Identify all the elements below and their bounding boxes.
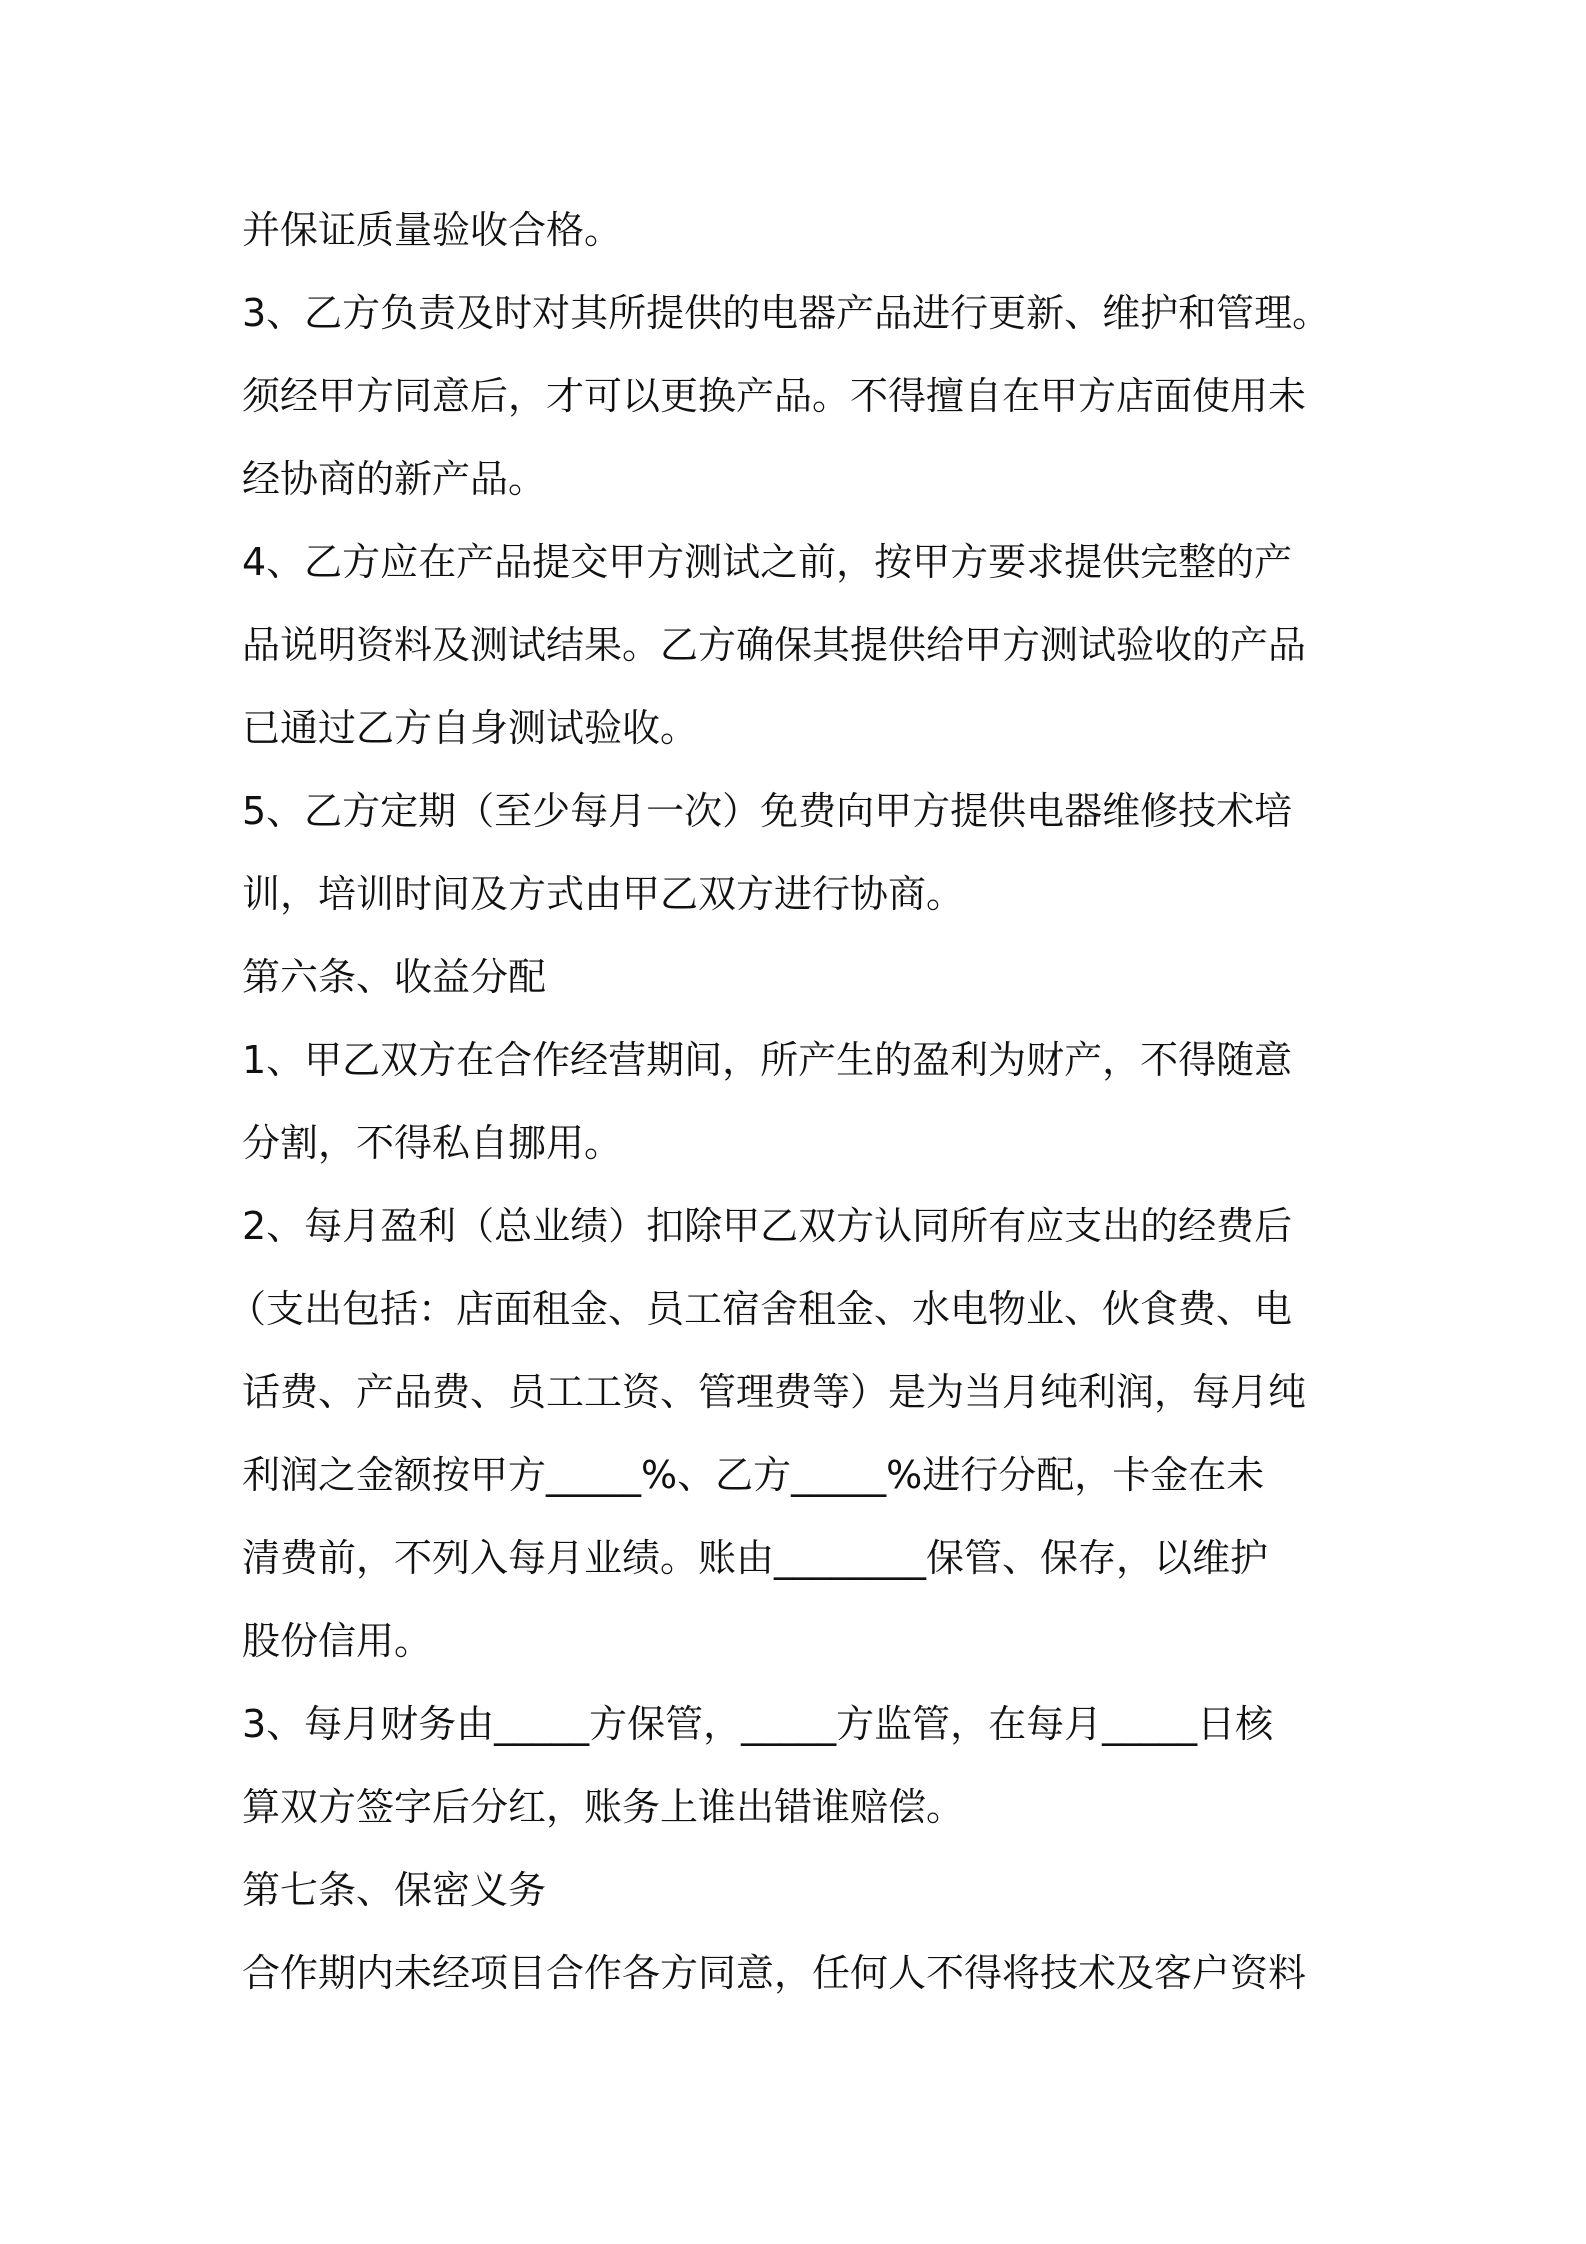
text-line: 分割，不得私自挪用。 xyxy=(242,1121,623,1165)
text-line: 已通过乙方自身测试验收。 xyxy=(242,706,699,750)
text-line: 话费、产品费、员工工资、管理费等）是为当月纯利润，每月纯 xyxy=(242,1370,1307,1414)
section-heading: 第七条、保密义务 xyxy=(242,1868,547,1912)
text-line: 股份信用。 xyxy=(242,1619,433,1663)
section-heading: 第六条、收益分配 xyxy=(242,955,547,999)
text-line: （支出包括：店面租金、员工宿舍租金、水电物业、伙食费、电 xyxy=(228,1287,1293,1331)
text-line: 品说明资料及测试结果。乙方确保其提供给甲方测试验收的产品 xyxy=(242,623,1307,667)
text-line: 训，培训时间及方式由甲乙双方进行协商。 xyxy=(242,872,965,916)
text-line: 须经甲方同意后，才可以更换产品。不得擅自在甲方店面使用未 xyxy=(242,374,1307,418)
text-line: 3、乙方负责及时对其所提供的电器产品进行更新、维护和管理。 xyxy=(242,291,1331,335)
text-line: 合作期内未经项目合作各方同意，任何人不得将技术及客户资料 xyxy=(242,1951,1307,1995)
text-line: 并保证质量验收合格。 xyxy=(242,208,623,252)
text-line: 算双方签字后分红，账务上谁出错谁赔偿。 xyxy=(242,1785,965,1829)
text-line: 清费前，不列入每月业绩。账由________保管、保存，以维护 xyxy=(242,1536,1269,1580)
text-line: 经协商的新产品。 xyxy=(242,457,547,501)
text-line: 5、乙方定期（至少每月一次）免费向甲方提供电器维修技术培 xyxy=(242,789,1293,833)
text-line: 利润之金额按甲方_____%、乙方_____%进行分配，卡金在未 xyxy=(242,1453,1265,1497)
text-line: 3、每月财务由_____方保管，_____方监管，在每月_____日核 xyxy=(242,1702,1274,1746)
text-line: 1、甲乙双方在合作经营期间，所产生的盈利为财产，不得随意 xyxy=(242,1038,1293,1082)
text-line: 2、每月盈利（总业绩）扣除甲乙双方认同所有应支出的经费后 xyxy=(242,1204,1293,1248)
text-line: 4、乙方应在产品提交甲方测试之前，按甲方要求提供完整的产 xyxy=(242,540,1293,584)
